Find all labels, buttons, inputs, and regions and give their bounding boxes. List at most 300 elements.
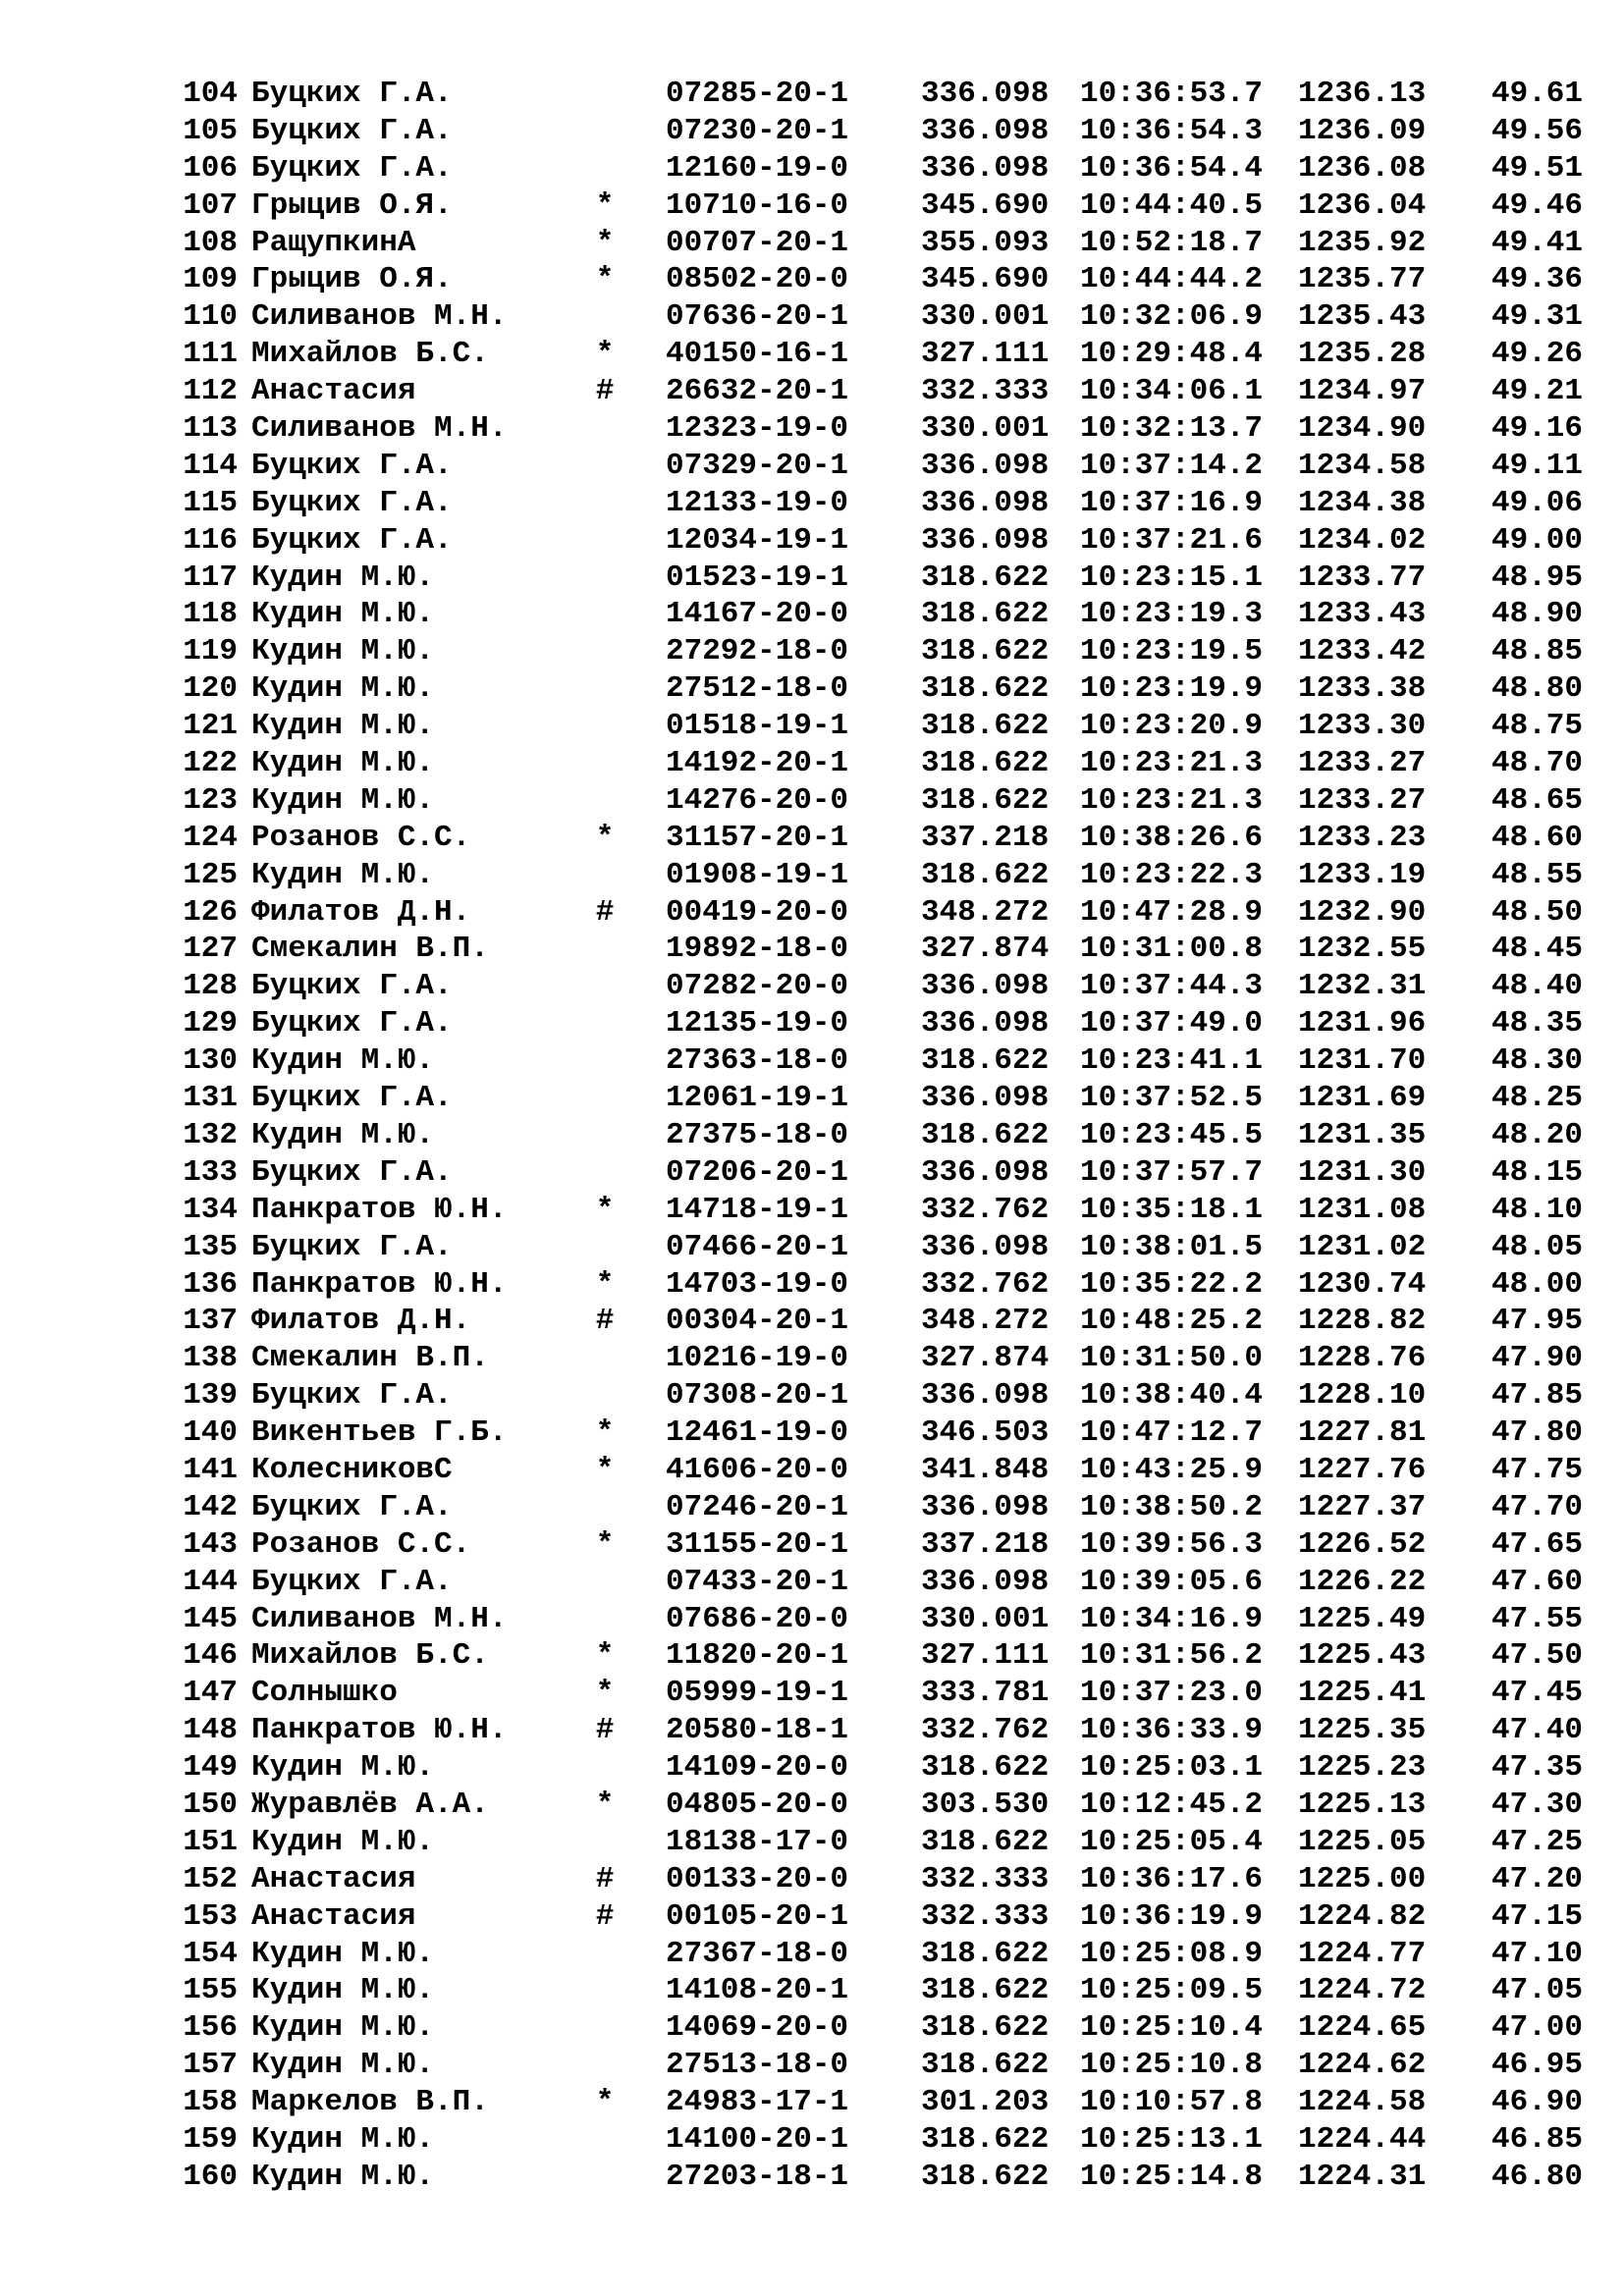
- distance-value: 336.098: [921, 1006, 1050, 1041]
- mark-symbol: #: [595, 374, 615, 409]
- fancier-name: РащупкинА: [251, 225, 416, 260]
- fancier-name: Кудин М.Ю.: [251, 2010, 435, 2046]
- speed-value: 1225.23: [1298, 1750, 1427, 1786]
- table-row: [173, 2084, 1587, 2121]
- points-value: 46.85: [1490, 2121, 1583, 2157]
- distance-value: 348.272: [921, 1304, 1050, 1339]
- arrival-time: 10:25:13.1: [1080, 2121, 1264, 2157]
- speed-value: 1224.77: [1298, 1936, 1427, 1971]
- fancier-name: Кудин М.Ю.: [251, 746, 435, 781]
- arrival-time: 10:29:48.4: [1080, 337, 1264, 372]
- ring-number: 12133-19-0: [666, 485, 849, 520]
- points-value: 47.60: [1490, 1564, 1583, 1599]
- table-row: [173, 560, 1587, 597]
- arrival-time: 10:36:17.6: [1080, 1861, 1264, 1896]
- fancier-name: Журавлёв А.А.: [251, 1787, 489, 1822]
- points-value: 47.15: [1490, 1898, 1583, 1934]
- results-table: [173, 76, 1587, 2196]
- mark-symbol: *: [595, 262, 615, 297]
- table-row: [173, 1637, 1587, 1675]
- speed-value: 1225.43: [1298, 1638, 1427, 1674]
- place-number: 125: [183, 857, 238, 892]
- fancier-name: Буцких Г.А.: [251, 1564, 453, 1599]
- arrival-time: 10:48:25.2: [1080, 1304, 1264, 1339]
- place-number: 158: [183, 2085, 238, 2120]
- fancier-name: Кудин М.Ю.: [251, 1973, 435, 2008]
- points-value: 47.95: [1490, 1304, 1583, 1339]
- ring-number: 10216-19-0: [666, 1341, 849, 1376]
- points-value: 47.40: [1490, 1713, 1583, 1748]
- arrival-time: 10:47:12.7: [1080, 1415, 1264, 1451]
- ring-number: 20580-18-1: [666, 1713, 849, 1748]
- ring-number: 00419-20-0: [666, 894, 849, 930]
- points-value: 48.35: [1490, 1006, 1583, 1041]
- mark-symbol: *: [595, 2085, 615, 2120]
- ring-number: 07433-20-1: [666, 1564, 849, 1599]
- ring-number: 07285-20-1: [666, 77, 849, 111]
- distance-value: 332.333: [921, 1898, 1050, 1934]
- distance-value: 318.622: [921, 746, 1050, 781]
- arrival-time: 10:23:20.9: [1080, 709, 1264, 744]
- ring-number: 12034-19-1: [666, 522, 849, 558]
- place-number: 129: [183, 1006, 238, 1041]
- fancier-name: Буцких Г.А.: [251, 1006, 453, 1041]
- speed-value: 1233.38: [1298, 671, 1427, 707]
- ring-number: 12061-19-1: [666, 1081, 849, 1116]
- place-number: 160: [183, 2159, 238, 2194]
- fancier-name: Буцких Г.А.: [251, 485, 453, 520]
- fancier-name: КолесниковС: [251, 1452, 453, 1487]
- distance-value: 318.622: [921, 2010, 1050, 2046]
- distance-value: 332.762: [921, 1713, 1050, 1748]
- speed-value: 1233.19: [1298, 857, 1427, 892]
- points-value: 47.30: [1490, 1787, 1583, 1822]
- distance-value: 336.098: [921, 150, 1050, 186]
- ring-number: 31157-20-1: [666, 820, 849, 855]
- place-number: 135: [183, 1229, 238, 1264]
- points-value: 48.00: [1490, 1266, 1583, 1302]
- mark-symbol: *: [595, 1676, 615, 1711]
- distance-value: 330.001: [921, 299, 1050, 335]
- points-value: 48.20: [1490, 1117, 1583, 1152]
- speed-value: 1233.27: [1298, 782, 1427, 818]
- arrival-time: 10:37:21.6: [1080, 522, 1264, 558]
- points-value: 49.56: [1490, 113, 1583, 148]
- table-row: [173, 894, 1587, 932]
- mark-symbol: #: [595, 1304, 615, 1339]
- table-row: [173, 1824, 1587, 1861]
- place-number: 157: [183, 2048, 238, 2083]
- ring-number: 01518-19-1: [666, 709, 849, 744]
- distance-value: 318.622: [921, 1824, 1050, 1859]
- fancier-name: Буцких Г.А.: [251, 77, 453, 111]
- mark-symbol: *: [595, 820, 615, 855]
- distance-value: 336.098: [921, 1564, 1050, 1599]
- arrival-time: 10:35:18.1: [1080, 1192, 1264, 1227]
- place-number: 116: [183, 522, 238, 558]
- table-row: [173, 2121, 1587, 2159]
- points-value: 47.65: [1490, 1526, 1583, 1562]
- arrival-time: 10:23:15.1: [1080, 560, 1264, 595]
- table-row: [173, 1601, 1587, 1638]
- speed-value: 1227.76: [1298, 1452, 1427, 1487]
- ring-number: 07686-20-0: [666, 1601, 849, 1636]
- table-row: [173, 76, 1587, 113]
- ring-number: 07246-20-1: [666, 1489, 849, 1524]
- fancier-name: Панкратов Ю.Н.: [251, 1266, 508, 1302]
- arrival-time: 10:44:40.5: [1080, 187, 1264, 223]
- distance-value: 318.622: [921, 857, 1050, 892]
- speed-value: 1231.08: [1298, 1192, 1427, 1227]
- speed-value: 1231.30: [1298, 1154, 1427, 1190]
- fancier-name: Кудин М.Ю.: [251, 1117, 435, 1152]
- fancier-name: Буцких Г.А.: [251, 150, 453, 186]
- table-row: [173, 1972, 1587, 2009]
- points-value: 47.10: [1490, 1936, 1583, 1971]
- ring-number: 07206-20-1: [666, 1154, 849, 1190]
- ring-number: 14718-19-1: [666, 1192, 849, 1227]
- arrival-time: 10:25:05.4: [1080, 1824, 1264, 1859]
- table-row: [173, 1936, 1587, 1973]
- place-number: 139: [183, 1378, 238, 1414]
- speed-value: 1231.35: [1298, 1117, 1427, 1152]
- points-value: 48.60: [1490, 820, 1583, 855]
- speed-value: 1233.30: [1298, 709, 1427, 744]
- fancier-name: Филатов Д.Н.: [251, 1304, 471, 1339]
- distance-value: 346.503: [921, 1415, 1050, 1451]
- place-number: 118: [183, 597, 238, 632]
- ring-number: 00105-20-1: [666, 1898, 849, 1934]
- arrival-time: 10:23:45.5: [1080, 1117, 1264, 1152]
- mark-symbol: *: [595, 337, 615, 372]
- ring-number: 27363-18-0: [666, 1043, 849, 1079]
- speed-value: 1235.43: [1298, 299, 1427, 335]
- speed-value: 1232.31: [1298, 969, 1427, 1004]
- distance-value: 333.781: [921, 1676, 1050, 1711]
- place-number: 155: [183, 1973, 238, 2008]
- mark-symbol: *: [595, 1638, 615, 1674]
- points-value: 49.31: [1490, 299, 1583, 335]
- mark-symbol: *: [595, 1192, 615, 1227]
- fancier-name: Кудин М.Ю.: [251, 857, 435, 892]
- place-number: 136: [183, 1266, 238, 1302]
- arrival-time: 10:39:05.6: [1080, 1564, 1264, 1599]
- distance-value: 303.530: [921, 1787, 1050, 1822]
- arrival-time: 10:36:33.9: [1080, 1713, 1264, 1748]
- arrival-time: 10:25:14.8: [1080, 2159, 1264, 2194]
- table-row: [173, 968, 1587, 1005]
- table-row: [173, 1452, 1587, 1489]
- fancier-name: Буцких Г.А.: [251, 522, 453, 558]
- distance-value: 341.848: [921, 1452, 1050, 1487]
- arrival-time: 10:47:28.9: [1080, 894, 1264, 930]
- points-value: 48.55: [1490, 857, 1583, 892]
- speed-value: 1232.55: [1298, 932, 1427, 967]
- points-value: 47.80: [1490, 1415, 1583, 1451]
- speed-value: 1235.28: [1298, 337, 1427, 372]
- ring-number: 07308-20-1: [666, 1378, 849, 1414]
- points-value: 47.35: [1490, 1750, 1583, 1786]
- points-value: 48.90: [1490, 597, 1583, 632]
- speed-value: 1235.77: [1298, 262, 1427, 297]
- distance-value: 318.622: [921, 1750, 1050, 1786]
- speed-value: 1227.37: [1298, 1489, 1427, 1524]
- distance-value: 318.622: [921, 634, 1050, 669]
- speed-value: 1230.74: [1298, 1266, 1427, 1302]
- distance-value: 345.690: [921, 187, 1050, 223]
- place-number: 126: [183, 894, 238, 930]
- table-row: [173, 298, 1587, 336]
- ring-number: 18138-17-0: [666, 1824, 849, 1859]
- mark-symbol: *: [595, 1266, 615, 1302]
- points-value: 46.95: [1490, 2048, 1583, 2083]
- table-row: [173, 187, 1587, 225]
- table-row: [173, 1154, 1587, 1192]
- place-number: 120: [183, 671, 238, 707]
- speed-value: 1232.90: [1298, 894, 1427, 930]
- speed-value: 1224.62: [1298, 2048, 1427, 2083]
- table-row: [173, 1192, 1587, 1229]
- fancier-name: Силиванов М.Н.: [251, 1601, 508, 1636]
- speed-value: 1233.23: [1298, 820, 1427, 855]
- distance-value: 336.098: [921, 1229, 1050, 1264]
- points-value: 48.45: [1490, 932, 1583, 967]
- mark-symbol: #: [595, 1898, 615, 1934]
- points-value: 47.75: [1490, 1452, 1583, 1487]
- table-row: [173, 1712, 1587, 1749]
- table-row: [173, 1526, 1587, 1564]
- arrival-time: 10:23:19.5: [1080, 634, 1264, 669]
- arrival-time: 10:37:14.2: [1080, 448, 1264, 483]
- mark-symbol: *: [595, 1415, 615, 1451]
- distance-value: 318.622: [921, 709, 1050, 744]
- speed-value: 1231.69: [1298, 1081, 1427, 1116]
- arrival-time: 10:23:19.9: [1080, 671, 1264, 707]
- points-value: 47.45: [1490, 1676, 1583, 1711]
- speed-value: 1234.97: [1298, 374, 1427, 409]
- fancier-name: Анастасия: [251, 1898, 416, 1934]
- table-row: [173, 1787, 1587, 1824]
- fancier-name: Анастасия: [251, 374, 416, 409]
- place-number: 138: [183, 1341, 238, 1376]
- fancier-name: Михайлов Б.С.: [251, 1638, 489, 1674]
- points-value: 48.30: [1490, 1043, 1583, 1079]
- table-row: [173, 336, 1587, 373]
- distance-value: 332.762: [921, 1266, 1050, 1302]
- ring-number: 40150-16-1: [666, 337, 849, 372]
- arrival-time: 10:38:01.5: [1080, 1229, 1264, 1264]
- points-value: 48.50: [1490, 894, 1583, 930]
- results-rows: [173, 76, 1587, 2196]
- points-value: 48.75: [1490, 709, 1583, 744]
- table-row: [173, 1117, 1587, 1154]
- fancier-name: Грыцив О.Я.: [251, 187, 453, 223]
- table-row: [173, 373, 1587, 410]
- fancier-name: Михайлов Б.С.: [251, 337, 489, 372]
- ring-number: 00304-20-1: [666, 1304, 849, 1339]
- speed-value: 1233.42: [1298, 634, 1427, 669]
- ring-number: 07230-20-1: [666, 113, 849, 148]
- table-row: [173, 2047, 1587, 2084]
- place-number: 123: [183, 782, 238, 818]
- points-value: 48.10: [1490, 1192, 1583, 1227]
- ring-number: 05999-19-1: [666, 1676, 849, 1711]
- arrival-time: 10:23:41.1: [1080, 1043, 1264, 1079]
- arrival-time: 10:36:54.3: [1080, 113, 1264, 148]
- distance-value: 332.333: [921, 1861, 1050, 1896]
- ring-number: 14109-20-0: [666, 1750, 849, 1786]
- place-number: 153: [183, 1898, 238, 1934]
- distance-value: 336.098: [921, 522, 1050, 558]
- mark-symbol: #: [595, 1861, 615, 1896]
- arrival-time: 10:52:18.7: [1080, 225, 1264, 260]
- speed-value: 1236.08: [1298, 150, 1427, 186]
- points-value: 46.80: [1490, 2159, 1583, 2194]
- fancier-name: Кудин М.Ю.: [251, 1043, 435, 1079]
- points-value: 47.25: [1490, 1824, 1583, 1859]
- speed-value: 1234.58: [1298, 448, 1427, 483]
- points-value: 47.70: [1490, 1489, 1583, 1524]
- arrival-time: 10:36:54.4: [1080, 150, 1264, 186]
- distance-value: 327.111: [921, 1638, 1050, 1674]
- place-number: 154: [183, 1936, 238, 1971]
- points-value: 46.90: [1490, 2085, 1583, 2120]
- place-number: 114: [183, 448, 238, 483]
- speed-value: 1234.02: [1298, 522, 1427, 558]
- place-number: 156: [183, 2010, 238, 2046]
- table-row: [173, 1340, 1587, 1377]
- table-row: [173, 1675, 1587, 1712]
- place-number: 152: [183, 1861, 238, 1896]
- place-number: 121: [183, 709, 238, 744]
- distance-value: 318.622: [921, 1043, 1050, 1079]
- ring-number: 12323-19-0: [666, 411, 849, 447]
- ring-number: 27203-18-1: [666, 2159, 849, 2194]
- place-number: 148: [183, 1713, 238, 1748]
- arrival-time: 10:38:40.4: [1080, 1378, 1264, 1414]
- fancier-name: Кудин М.Ю.: [251, 2159, 435, 2194]
- speed-value: 1224.58: [1298, 2085, 1427, 2120]
- distance-value: 327.874: [921, 932, 1050, 967]
- points-value: 48.95: [1490, 560, 1583, 595]
- ring-number: 26632-20-1: [666, 374, 849, 409]
- distance-value: 332.333: [921, 374, 1050, 409]
- distance-value: 318.622: [921, 671, 1050, 707]
- speed-value: 1225.00: [1298, 1861, 1427, 1896]
- place-number: 113: [183, 411, 238, 447]
- arrival-time: 10:12:45.2: [1080, 1787, 1264, 1822]
- ring-number: 14100-20-1: [666, 2121, 849, 2157]
- arrival-time: 10:32:13.7: [1080, 411, 1264, 447]
- ring-number: 12160-19-0: [666, 150, 849, 186]
- speed-value: 1224.31: [1298, 2159, 1427, 2194]
- ring-number: 07636-20-1: [666, 299, 849, 335]
- fancier-name: Солнышко: [251, 1676, 398, 1711]
- fancier-name: Буцких Г.А.: [251, 1229, 453, 1264]
- points-value: 47.00: [1490, 2010, 1583, 2046]
- arrival-time: 10:25:10.4: [1080, 2010, 1264, 2046]
- table-row: [173, 1564, 1587, 1601]
- fancier-name: Кудин М.Ю.: [251, 560, 435, 595]
- distance-value: 318.622: [921, 2121, 1050, 2157]
- fancier-name: Кудин М.Ю.: [251, 1936, 435, 1971]
- table-row: [173, 2159, 1587, 2196]
- ring-number: 31155-20-1: [666, 1526, 849, 1562]
- fancier-name: Панкратов Ю.Н.: [251, 1713, 508, 1748]
- arrival-time: 10:36:53.7: [1080, 77, 1264, 111]
- arrival-time: 10:37:16.9: [1080, 485, 1264, 520]
- place-number: 109: [183, 262, 238, 297]
- speed-value: 1236.13: [1298, 77, 1427, 111]
- points-value: 49.41: [1490, 225, 1583, 260]
- place-number: 128: [183, 969, 238, 1004]
- place-number: 115: [183, 485, 238, 520]
- distance-value: 336.098: [921, 77, 1050, 111]
- distance-value: 318.622: [921, 597, 1050, 632]
- arrival-time: 10:37:57.7: [1080, 1154, 1264, 1190]
- mark-symbol: *: [595, 1452, 615, 1487]
- arrival-time: 10:39:56.3: [1080, 1526, 1264, 1562]
- arrival-time: 10:31:50.0: [1080, 1341, 1264, 1376]
- fancier-name: Буцких Г.А.: [251, 1489, 453, 1524]
- speed-value: 1224.44: [1298, 2121, 1427, 2157]
- fancier-name: Кудин М.Ю.: [251, 2121, 435, 2157]
- speed-value: 1233.27: [1298, 746, 1427, 781]
- distance-value: 336.098: [921, 1081, 1050, 1116]
- place-number: 140: [183, 1415, 238, 1451]
- mark-symbol: *: [595, 225, 615, 260]
- points-value: 49.36: [1490, 262, 1583, 297]
- distance-value: 337.218: [921, 820, 1050, 855]
- arrival-time: 10:25:09.5: [1080, 1973, 1264, 2008]
- points-value: 48.80: [1490, 671, 1583, 707]
- arrival-time: 10:25:08.9: [1080, 1936, 1264, 1971]
- arrival-time: 10:23:21.3: [1080, 746, 1264, 781]
- distance-value: 330.001: [921, 1601, 1050, 1636]
- fancier-name: Буцких Г.А.: [251, 1081, 453, 1116]
- ring-number: 07466-20-1: [666, 1229, 849, 1264]
- speed-value: 1235.92: [1298, 225, 1427, 260]
- ring-number: 04805-20-0: [666, 1787, 849, 1822]
- speed-value: 1236.09: [1298, 113, 1427, 148]
- place-number: 143: [183, 1526, 238, 1562]
- speed-value: 1224.72: [1298, 1973, 1427, 2008]
- fancier-name: Кудин М.Ю.: [251, 1824, 435, 1859]
- mark-symbol: #: [595, 894, 615, 930]
- fancier-name: Викентьев Г.Б.: [251, 1415, 508, 1451]
- place-number: 127: [183, 932, 238, 967]
- arrival-time: 10:37:49.0: [1080, 1006, 1264, 1041]
- table-row: [173, 485, 1587, 522]
- table-row: [173, 1861, 1587, 1898]
- table-row: [173, 113, 1587, 150]
- ring-number: 14108-20-1: [666, 1973, 849, 2008]
- points-value: 48.40: [1490, 969, 1583, 1004]
- distance-value: 318.622: [921, 2159, 1050, 2194]
- table-row: [173, 1229, 1587, 1266]
- place-number: 104: [183, 77, 238, 111]
- fancier-name: Кудин М.Ю.: [251, 782, 435, 818]
- ring-number: 07282-20-0: [666, 969, 849, 1004]
- distance-value: 345.690: [921, 262, 1050, 297]
- fancier-name: Силиванов М.Н.: [251, 411, 508, 447]
- speed-value: 1228.76: [1298, 1341, 1427, 1376]
- table-row: [173, 261, 1587, 298]
- table-row: [173, 670, 1587, 708]
- arrival-time: 10:37:23.0: [1080, 1676, 1264, 1711]
- fancier-name: Смекалин В.П.: [251, 932, 489, 967]
- points-value: 49.06: [1490, 485, 1583, 520]
